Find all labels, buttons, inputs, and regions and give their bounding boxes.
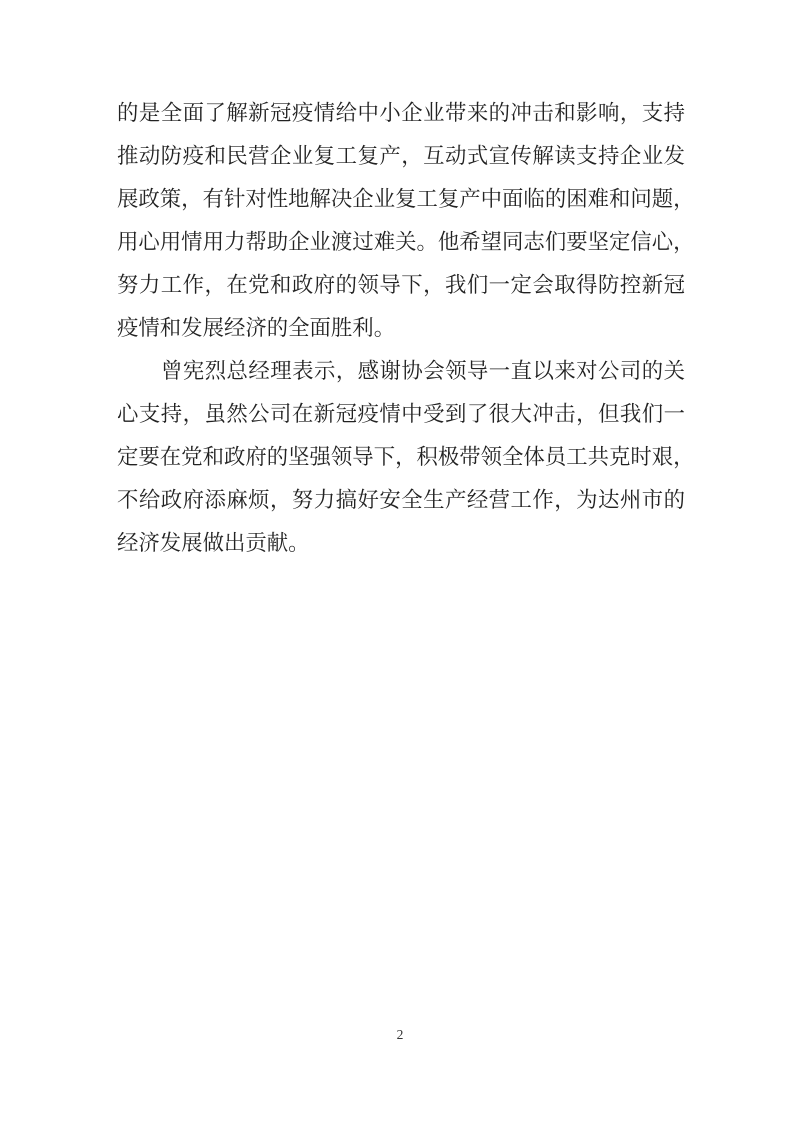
- page-number: 2: [396, 1027, 404, 1042]
- text-line: 经济发展做出贡献。: [117, 531, 310, 555]
- text-line: 不给政府添麻烦，努力搞好安全生产经营工作，为达州市的: [117, 488, 685, 512]
- text-line: 努力工作，在党和政府的领导下，我们一定会取得防控新冠: [117, 273, 685, 297]
- paragraph: [117, 350, 695, 565]
- text-block: [117, 92, 695, 565]
- text-line: 疫情和发展经济的全面胜利。: [117, 316, 396, 340]
- text-line: 定要在党和政府的坚强领导下，积极带领全体员工共克时艰，: [117, 445, 695, 469]
- paragraph: [117, 92, 695, 350]
- text-line: 用心用情用力帮助企业渡过难关。他希望同志们要坚定信心，: [117, 230, 695, 254]
- text-line: 心支持，虽然公司在新冠疫情中受到了很大冲击，但我们一: [117, 402, 685, 426]
- text-line: 的是全面了解新冠疫情给中小企业带来的冲击和影响，支持: [117, 101, 685, 125]
- text-line: 推动防疫和民营企业复工复产，互动式宣传解读支持企业发: [117, 144, 685, 168]
- text-line: 展政策，有针对性地解决企业复工复产中面临的困难和问题，: [117, 187, 695, 211]
- text-line: 曾宪烈总经理表示，感谢协会领导一直以来对公司的关: [161, 359, 685, 383]
